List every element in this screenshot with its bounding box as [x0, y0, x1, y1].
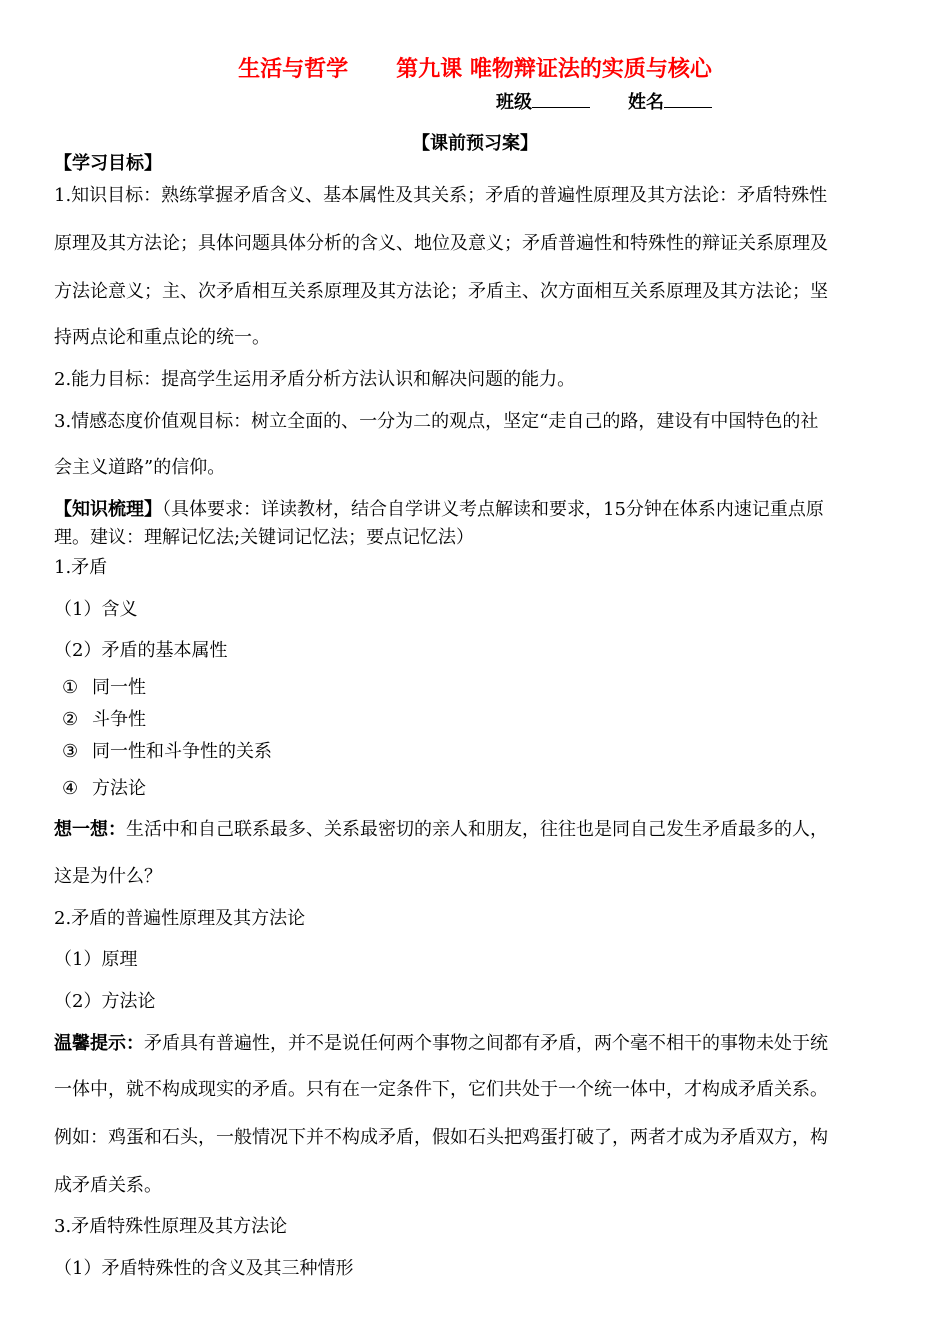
class-name-line: [496, 88, 712, 114]
attribute-item: [62, 778, 146, 800]
knowledge-heading: 【知识梳理】: [54, 499, 162, 520]
attribute-item: [62, 677, 146, 699]
think-line-1: [54, 819, 828, 841]
goals-line-1: 1.知识目标：熟练掌握矛盾含义、基本属性及其关系；矛盾的普遍性原理及其方法论：矛盾特殊性: [54, 185, 828, 206]
section-3-title: 3.矛盾特殊性原理及其方法论: [54, 1216, 288, 1237]
think-text: 生活中和自己联系最多、关系最密切的亲人和朋友，往往也是同自己发生矛盾最多的人，: [126, 819, 828, 840]
knowledge-intro-line-1: [54, 499, 824, 521]
tip-text: 矛盾具有普遍性，并不是说任何两个事物之间都有矛盾，两个毫不相干的事物未处于统: [144, 1033, 828, 1054]
section-heading-preview: 【课前预习案】: [412, 133, 538, 154]
tip-line-3: 例如：鸡蛋和石头，一般情况下并不构成矛盾，假如石头把鸡蛋打破了，两者才成为矛盾双方，构: [54, 1127, 828, 1148]
goals-line-2: 原理及其方法论；具体问题具体分析的含义、地位及意义；矛盾普遍性和特殊性的辩证关系原理及: [54, 233, 828, 254]
section-2-item-2: （2）方法论: [54, 991, 156, 1012]
section-3-item-1: （1）矛盾特殊性的含义及其三种情形: [54, 1258, 354, 1279]
list-marker: ③: [62, 741, 79, 762]
name-blank[interactable]: [664, 89, 712, 108]
section-2-title: 2.矛盾的普遍性原理及其方法论: [54, 908, 306, 929]
tip-line-1: [54, 1033, 828, 1055]
name-label: 姓名: [628, 92, 664, 113]
tip-line-4: 成矛盾关系。: [54, 1175, 162, 1196]
knowledge-intro-line-2: 理。建议：理解记忆法;关键词记忆法；要点记忆法）: [54, 527, 475, 548]
class-label: 班级: [496, 92, 532, 113]
goals-line-7: 会主义道路”的信仰。: [54, 457, 226, 478]
goals-line-3: 方法论意义；主、次矛盾相互关系原理及其方法论；矛盾主、次方面相互关系原理及其方法论；坚: [54, 281, 828, 302]
title-subject: 生活与哲学: [238, 57, 349, 82]
section-1-item-1: （1）含义: [54, 599, 138, 620]
section-1-item-2: （2）矛盾的基本属性: [54, 640, 228, 661]
list-marker: ④: [62, 778, 79, 799]
class-blank[interactable]: [532, 89, 590, 108]
attribute-text: 同一性: [92, 677, 146, 698]
tip-line-2: 一体中，就不构成现实的矛盾。只有在一定条件下，它们共处于一个统一体中，才构成矛盾关系。: [54, 1079, 828, 1100]
attribute-text: 方法论: [92, 778, 146, 799]
think-line-2: 这是为什么？: [54, 866, 162, 887]
attribute-item: [62, 741, 272, 763]
goals-line-6: 3.情感态度价值观目标：树立全面的、一分为二的观点，坚定“走自己的路，建设有中国特色的社: [54, 411, 819, 432]
goals-heading: 【学习目标】: [54, 153, 162, 174]
knowledge-intro-text: （具体要求：详读教材，结合自学讲义考点解读和要求，15分钟在体系内速记重点原: [162, 499, 824, 520]
document-title: [0, 52, 950, 83]
list-marker: ②: [62, 709, 79, 730]
section-2-item-1: （1）原理: [54, 949, 138, 970]
list-marker: ①: [62, 677, 79, 698]
attribute-text: 同一性和斗争性的关系: [92, 741, 272, 762]
tip-label: 温馨提示：: [54, 1033, 144, 1054]
think-label: 想一想：: [54, 819, 126, 840]
goals-line-4: 持两点论和重点论的统一。: [54, 327, 270, 348]
attribute-item: [62, 709, 146, 731]
title-lesson: 第九课 唯物辩证法的实质与核心: [396, 57, 712, 82]
attribute-text: 斗争性: [92, 709, 146, 730]
goals-line-5: 2.能力目标：提高学生运用矛盾分析方法认识和解决问题的能力。: [54, 369, 576, 390]
section-1-title: 1.矛盾: [54, 557, 108, 578]
